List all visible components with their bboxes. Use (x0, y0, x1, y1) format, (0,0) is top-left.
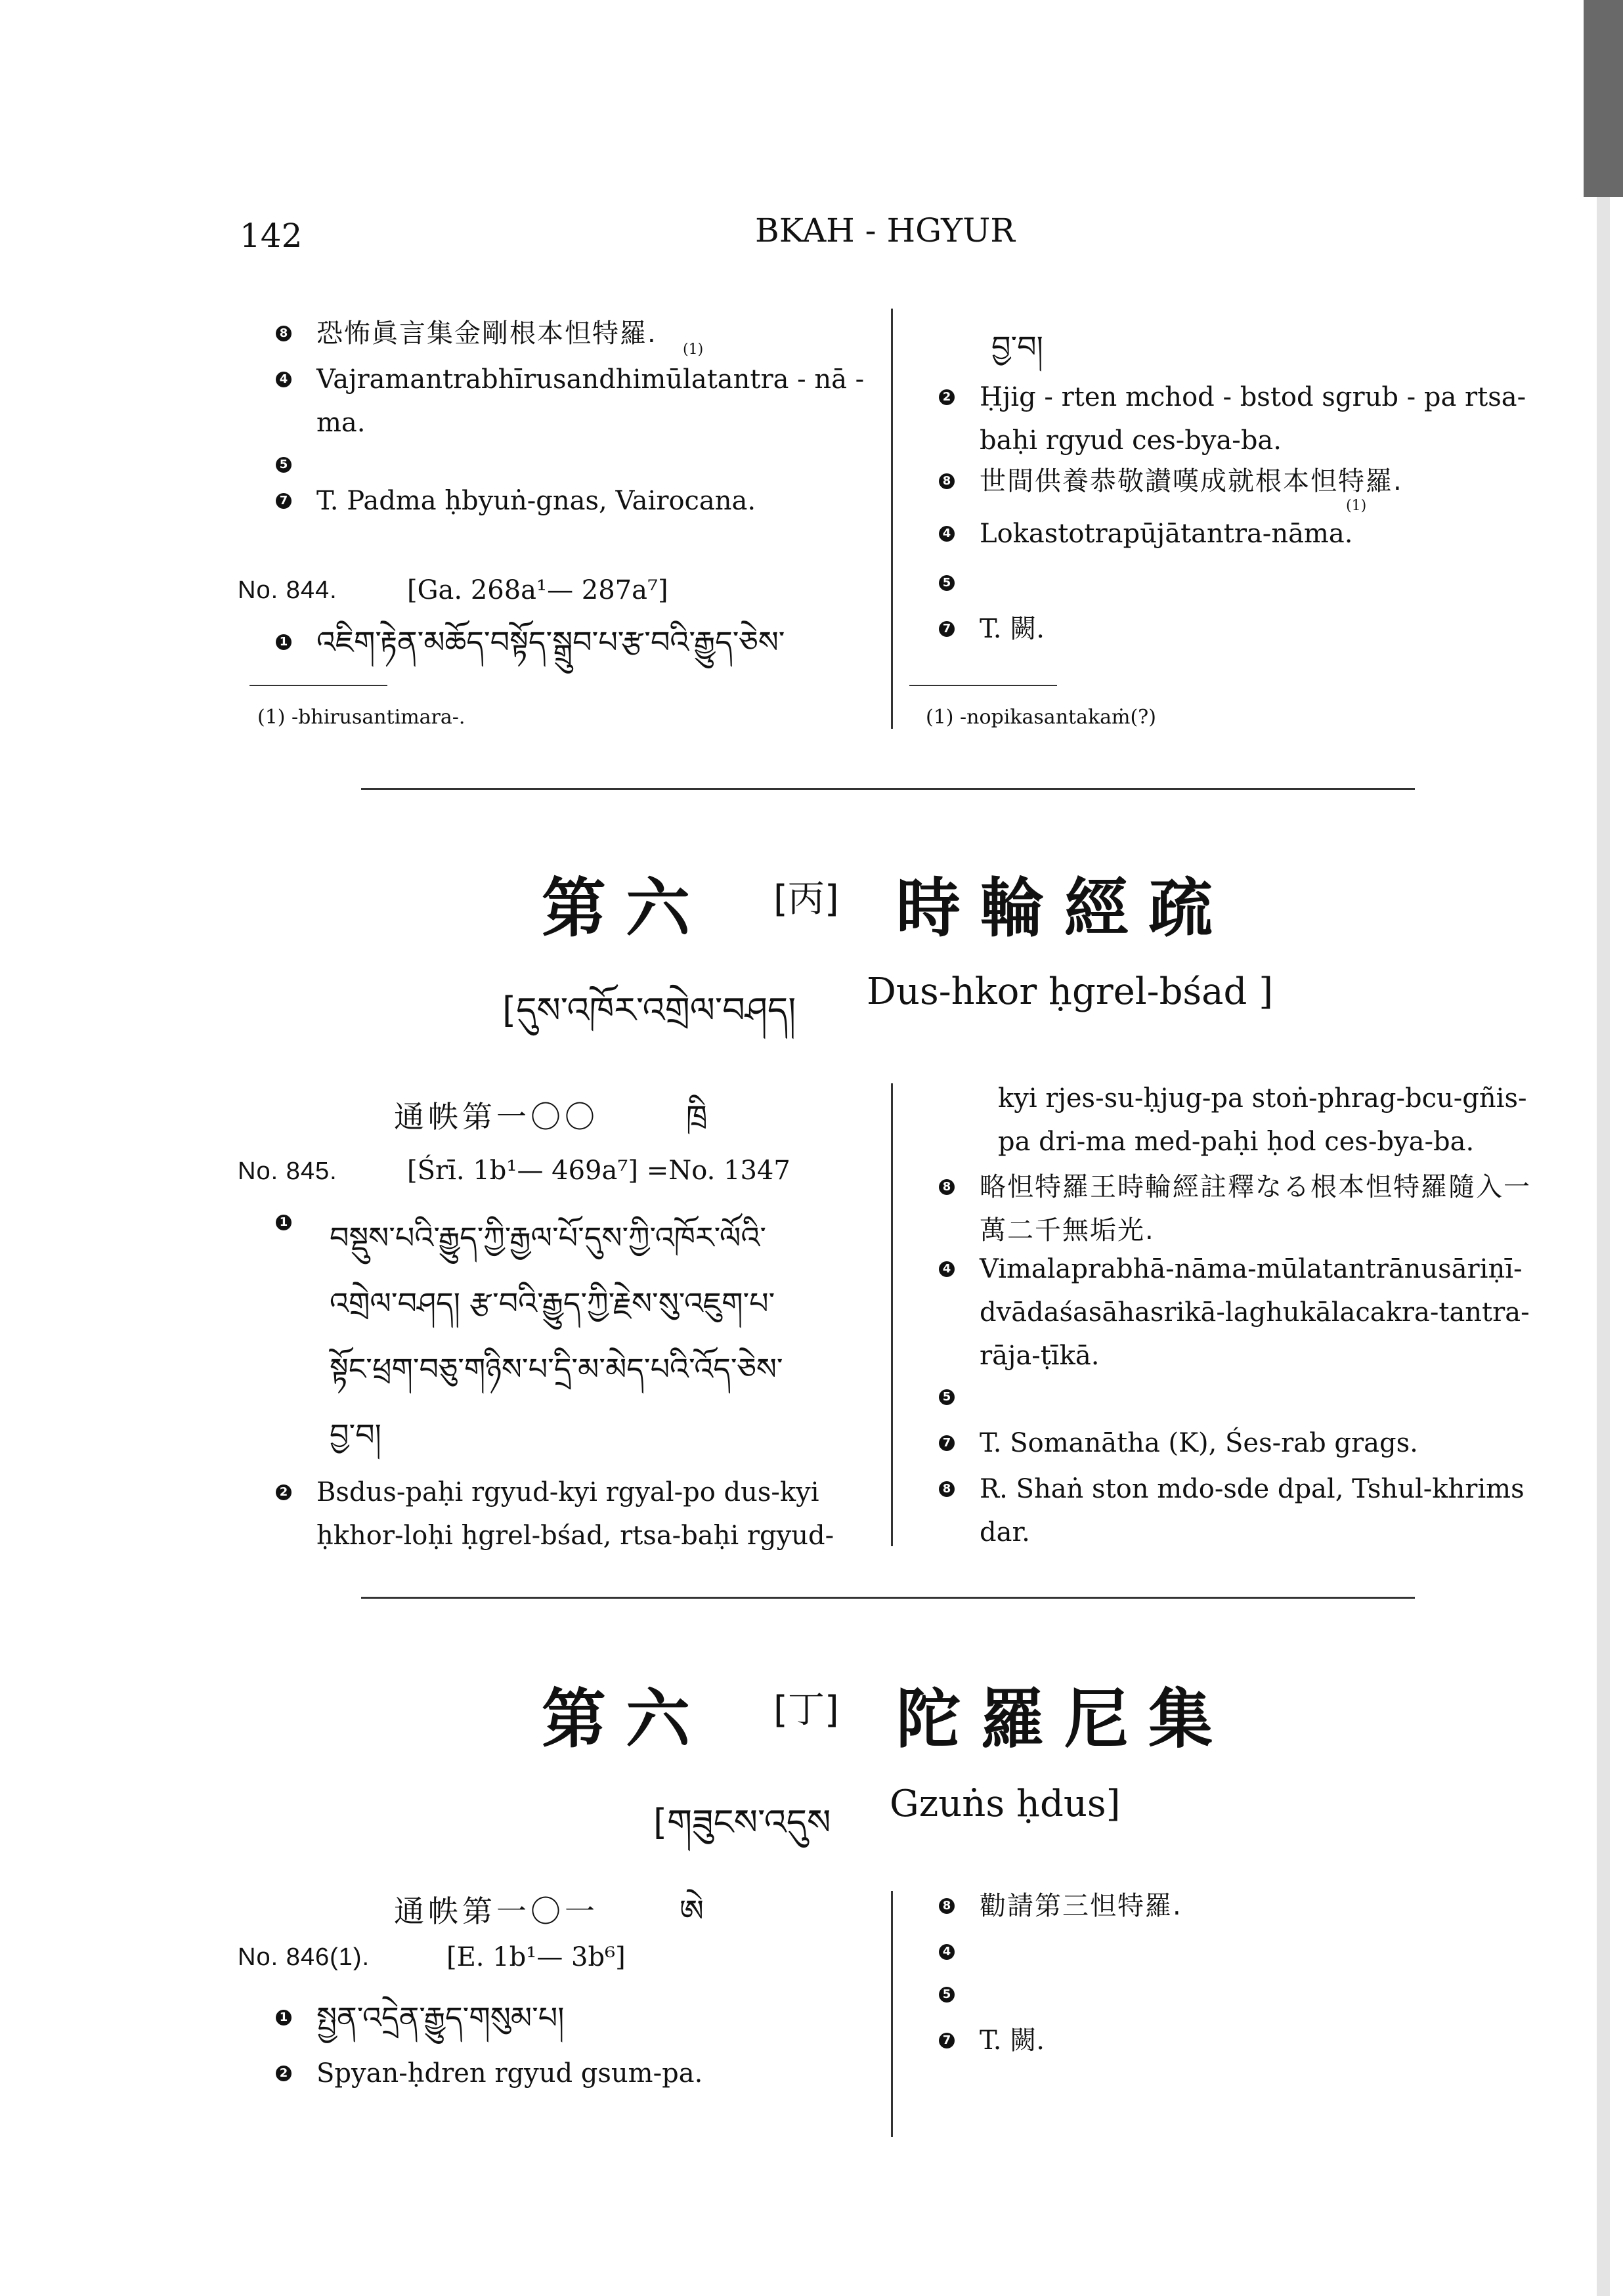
bullet-icon: 1 (276, 2010, 292, 2025)
bullet-icon: 5 (939, 1389, 955, 1405)
tibetan-line: བྱ་བ། (330, 1417, 381, 1452)
list-item: 7 T. 闕. (939, 2019, 1556, 2062)
section-title: 時輪經疏 (896, 871, 1233, 946)
footnote-rule (249, 685, 387, 686)
bullet-icon: 4 (939, 1261, 955, 1277)
bullet-icon: 7 (939, 1435, 955, 1451)
list-item: 7 T. Padma ḥbyuṅ-gnas, Vairocana. (276, 479, 867, 523)
bullet-icon: 5 (939, 1987, 955, 2003)
entry-reference: [E. 1b¹— 3b⁶] (446, 1942, 626, 1972)
section-title-prefix: 第六 (542, 1682, 710, 1757)
tibetan-line: སྟོང་ཕྲག་བཅུ་གཉིས་པ་དྲི་མ་མེད་པའི་འོད་ཅེས་ (330, 1351, 783, 1387)
column-divider (891, 309, 893, 729)
section-rule (361, 1597, 1415, 1599)
list-item: 1 སྤྱན་འདྲེན་རྒྱུད་གསུམ་པ། (276, 1996, 880, 2039)
page-number: 142 (240, 217, 303, 255)
bullet-icon: 2 (276, 1484, 292, 1500)
bullet-icon: 7 (276, 493, 292, 509)
list-item (939, 1375, 1556, 1405)
list-item: 8 R. Shaṅ ston mdo-sde dpal, Tshul-khrims dar. (939, 1467, 1556, 1554)
scan-edge-strip (1564, 0, 1623, 2296)
bullet-icon: 5 (939, 575, 955, 591)
bullet-icon: 7 (939, 621, 955, 637)
list-item (939, 1930, 1556, 1960)
bullet-icon: 8 (939, 1179, 955, 1195)
bullet-icon: 1 (276, 1215, 292, 1230)
section-title-prefix: 第六 (542, 871, 710, 946)
bullet-icon: 4 (276, 372, 292, 387)
bullet-icon: 2 (276, 2066, 292, 2081)
volume-tibetan: ཨེ (680, 1893, 704, 1928)
bullet-icon: 5 (276, 457, 292, 473)
tibetan-text: བྱ་བ། (991, 329, 1043, 364)
subtitle-tibetan: [གཟུངས་འདུས (653, 1802, 831, 1843)
footnote-mark: (1) (1346, 498, 1367, 514)
column-divider (891, 1083, 893, 1546)
list-item: 1 འཇིག་རྟེན་མཆོད་བསྟོད་སྒྲུབ་པ་རྩ་བའི་རྒྱུད་ཅེས་ (276, 620, 880, 664)
tibetan-line: བསྡུས་པའི་རྒྱུད་ཀྱི་རྒྱལ་པོ་དུས་ཀྱི་འཁོར་ལོའི་ (330, 1220, 767, 1255)
continued-text: kyi rjes-su-ḥjug-pa stoṅ-phrag-bcu-gñis-pa dri-ma med-paḥi ḥod ces-bya-ba. (998, 1083, 1527, 1157)
subtitle-roman: Gzuṅs ḥdus] (890, 1783, 1121, 1825)
bullet-icon: 8 (939, 473, 955, 489)
list-item: 8 世間供養恭敬讃嘆成就根本怛特羅. (939, 460, 1556, 503)
list-item: 2 Ḥjig - rten mchod - bstod sgrub - pa rtsa-baḥi rgyud ces-bya-ba. (939, 376, 1556, 462)
column-divider (891, 1891, 893, 2137)
list-item (939, 561, 1556, 591)
list-item: 2 Spyan-ḥdren rgyud gsum-pa. (276, 2052, 880, 2095)
list-item (939, 1973, 1556, 2003)
footnote: (1) -bhirusantimara-. (257, 706, 465, 729)
footnote-rule (909, 685, 1057, 686)
list-item: 8 恐怖眞言集金剛根本怛特羅. (276, 312, 867, 355)
bullet-icon: 2 (939, 389, 955, 405)
subtitle-tibetan: [དུས་འཁོར་འགྲེལ་བཤད། (502, 989, 796, 1031)
section-rule (361, 788, 1415, 790)
volume-tibetan: ཁྲི (686, 1098, 708, 1134)
bullet-icon: 8 (939, 1481, 955, 1497)
running-title: BKAH - HGYUR (755, 211, 1015, 249)
list-item: 2 Bsdus-paḥi rgyud-kyi rgyal-po dus-kyi ḥkhor-loḥi ḥgrel-bśad, rtsa-baḥi rgyud- (276, 1471, 880, 1557)
entry-number: No. 846(1). (238, 1943, 370, 1971)
list-item: 7 T. Somanātha (K), Śes-rab grags. (939, 1421, 1556, 1465)
entry-number: No. 845. (238, 1158, 337, 1185)
bullet-icon: 7 (939, 2033, 955, 2048)
bullet-icon: 4 (939, 1944, 955, 1960)
list-item: 4 Lokastotrapūjātantra-nāma. (939, 512, 1556, 555)
section-title: 陀羅尼集 (896, 1682, 1233, 1757)
volume-label: 通帙第一〇一 (394, 1894, 599, 1929)
list-item: 8 勸請第三怛特羅. (939, 1884, 1556, 1928)
list-item (276, 443, 867, 473)
tibetan-line: འགྲེལ་བཤད། རྩ་བའི་རྒྱུད་ཀྱི་རྗེས་སུ་འཇུག་པ་ (330, 1286, 775, 1321)
entry-reference: [Ga. 268a¹— 287a⁷] (407, 575, 668, 605)
list-item: 4 Vajramantrabhīrusandhimūlatantra - nā - ma. (276, 358, 880, 444)
bullet-icon: 8 (276, 326, 292, 341)
bullet-icon: 8 (939, 1898, 955, 1914)
footnote-mark: (1) (683, 341, 704, 358)
list-item: 4 Vimalaprabhā-nāma-mūlatantrānusāriṇī-dvādaśasāhasrikā-laghukālacakra-tantra-rāja-ṭīkā. (939, 1247, 1556, 1377)
bullet-icon: 1 (276, 634, 292, 650)
entry-reference: [Śrī. 1b¹— 469a⁷] =No. 1347 (407, 1156, 790, 1186)
section-tag: [丙] (773, 878, 839, 921)
subtitle-roman: Dus-hkor ḥgrel-bśad ] (867, 970, 1274, 1013)
list-item: 8 略怛特羅王時輪經註釋なる根本怛特羅隨入一萬二千無垢光. (939, 1165, 1556, 1252)
footnote: (1) -nopikasantakaṁ(?) (926, 706, 1156, 729)
bullet-icon: 4 (939, 526, 955, 542)
entry-number: No. 844. (238, 576, 337, 604)
list-item: 7 T. 闕. (939, 607, 1556, 651)
section-tag: [丁] (773, 1689, 839, 1731)
volume-label: 通帙第一〇〇 (394, 1099, 599, 1135)
